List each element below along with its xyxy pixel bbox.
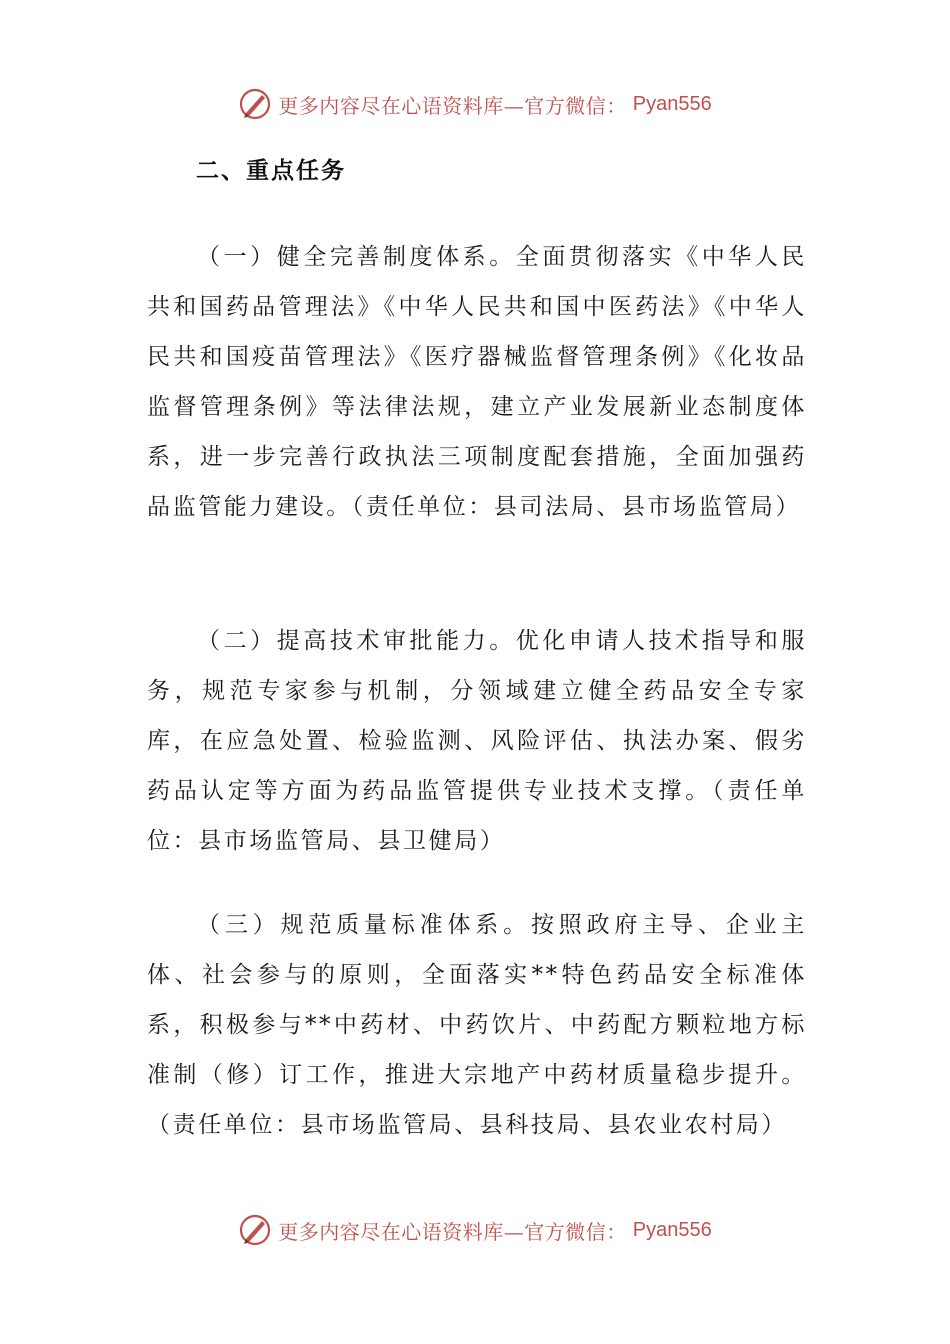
section-heading: 二、重点任务 bbox=[196, 158, 346, 184]
pen-logo-icon bbox=[238, 1213, 272, 1247]
paragraph-2: （二）提高技术审批能力。优化申请人技术指导和服务，规范专家参与机制，分领域建立健全药品安全专家库，在应急处置、检验监测、风险评估、执法办案、假劣药品认定等方面为药品监管提供专业技术支撑。（责任单位：县市场监管局、县卫健局） bbox=[147, 628, 807, 854]
watermark-footer bbox=[0, 1210, 950, 1250]
watermark-wechat-id: Pyan556 bbox=[632, 92, 712, 115]
pen-logo-icon bbox=[238, 87, 272, 121]
watermark-text: 更多内容尽在心语资料库—官方微信： bbox=[278, 1219, 627, 1244]
watermark-header bbox=[0, 84, 950, 124]
paragraph-1: （一）健全完善制度体系。全面贯彻落实《中华人民共和国药品管理法》《中华人民共和国中医药法》《中华人民共和国疫苗管理法》《医疗器械监督管理条例》《化妆品监督管理条例》等法律法规，建立产业发展新业态制度体系，进一步完善行政执法三项制度配套措施，全面加强药品监管能力建设。（责任单位：县司法局、县市场监管局） bbox=[147, 244, 807, 520]
watermark-wechat-id: Pyan556 bbox=[632, 1218, 712, 1241]
paragraph-3: （三）规范质量标准体系。按照政府主导、企业主体、社会参与的原则，全面落实**特色药品安全标准体系，积极参与**中药材、中药饮片、中药配方颗粒地方标准制（修）订工作，推进大宗地产中药材质量稳步提升。（责任单位：县市场监管局、县科技局、县农业农村局） bbox=[147, 912, 807, 1138]
watermark-text: 更多内容尽在心语资料库—官方微信： bbox=[278, 93, 627, 118]
